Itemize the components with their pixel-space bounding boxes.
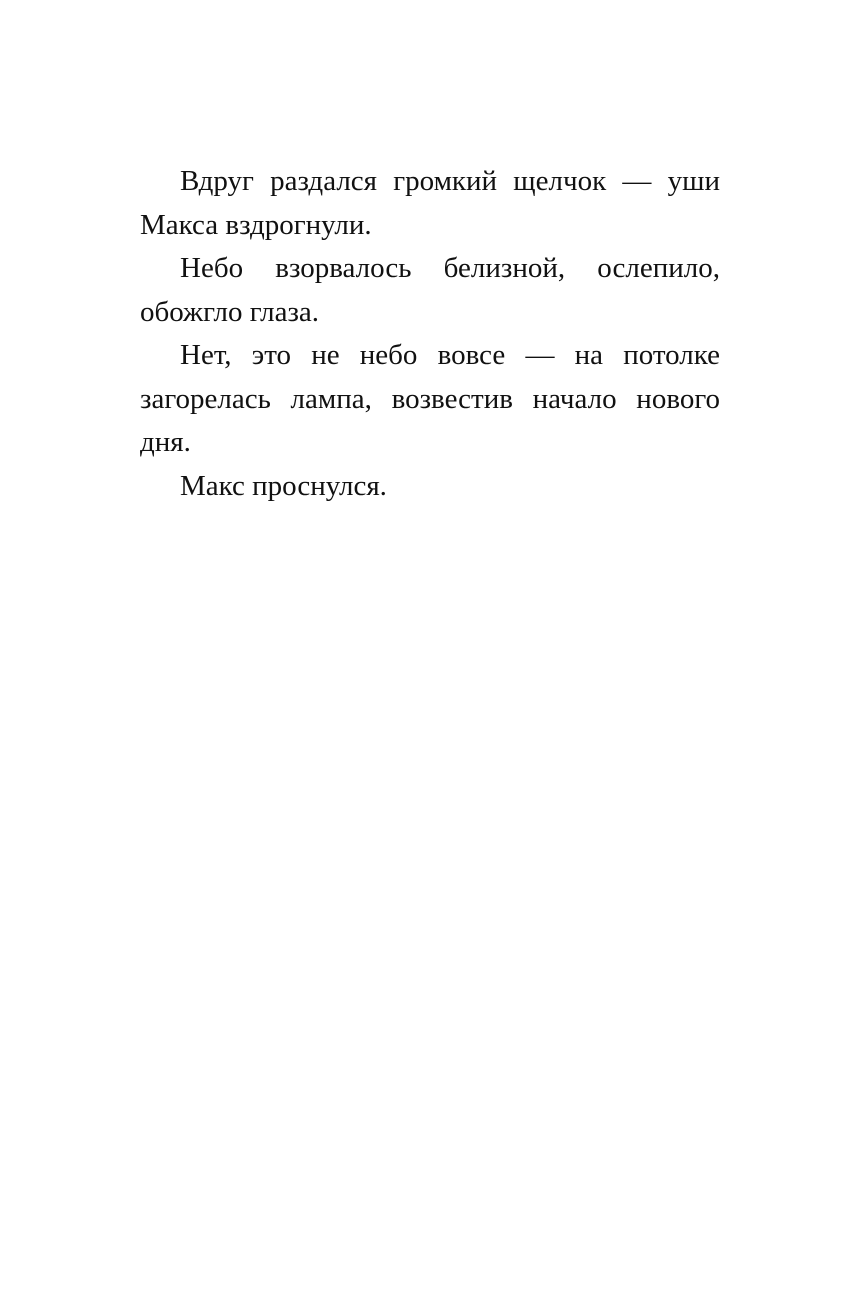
paragraph-4: Макс проснулся. bbox=[180, 469, 387, 502]
paragraph-1: Вдруг раздался громкий щелчок — уши Макса вздрогнули. bbox=[140, 165, 720, 241]
paragraph-2: Небо взорвалось белизной, ослепило, обожгло глаза. bbox=[140, 252, 720, 328]
body-text bbox=[140, 160, 720, 508]
paragraph-3: Нет, это не небо вовсе — на потолке загорелась лампа, возвестив начало нового дня. bbox=[140, 339, 720, 458]
